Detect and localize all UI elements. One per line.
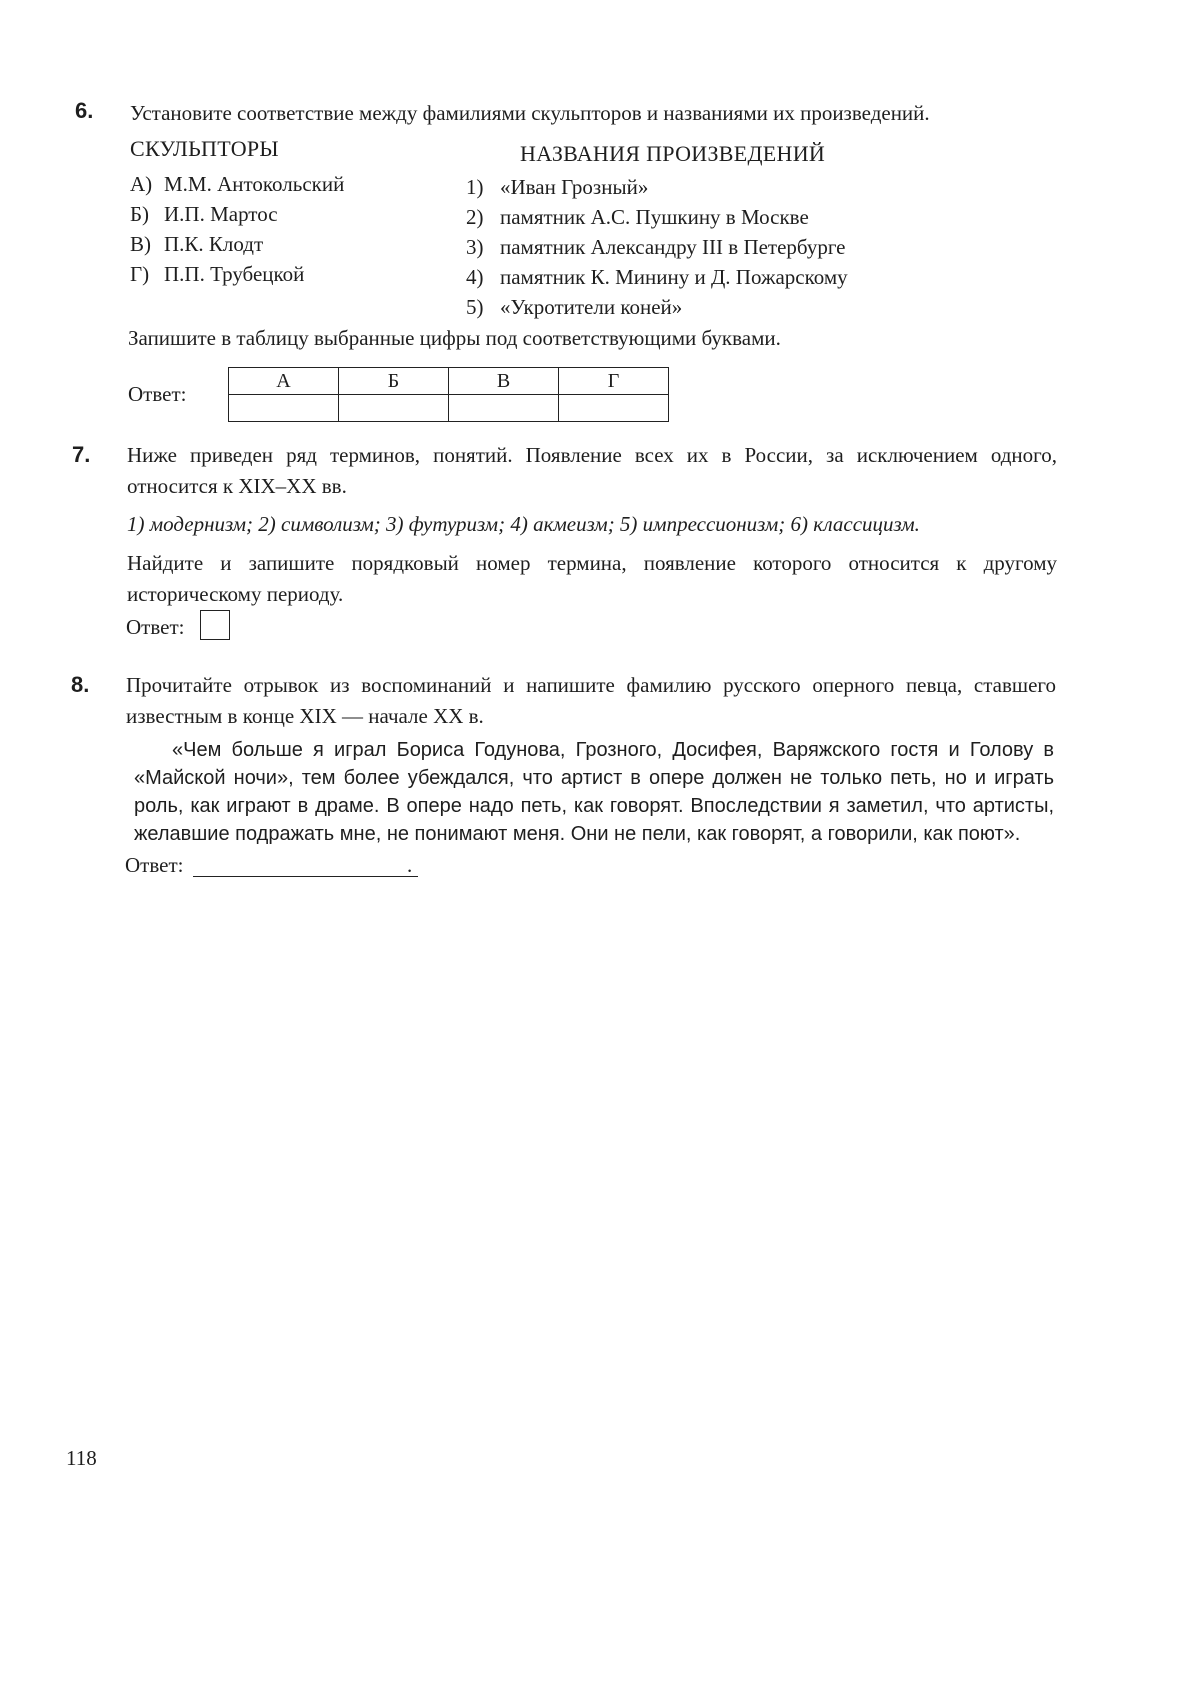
sculptor-item: Г) П.П. Трубецкой (130, 262, 305, 286)
question-6-answer-table (228, 367, 669, 422)
question-8-prompt: Прочитайте отрывок из воспоминаний и напишите фамилию русского оперного певца, ставшего известным в конце XIX — начале XX в. (126, 673, 1056, 728)
question-8-answer-end: . (407, 853, 413, 877)
question-7-number: 7. (72, 442, 91, 467)
question-8-answer-label: Ответ: (125, 853, 184, 877)
work-item: 4) памятник К. Минину и Д. Пожарскому (466, 265, 848, 289)
answer-header-g: Г (559, 368, 669, 395)
work-item: 5) «Укротители коней» (466, 295, 683, 319)
sculptors-header: СКУЛЬПТОРЫ (130, 136, 279, 161)
question-6-answer-label: Ответ: (128, 382, 187, 406)
question-7-terms: 1) модернизм; 2) символизм; 3) футуризм; 4) акмеизм; 5) импрессионизм; 6) классицизм. (127, 512, 920, 536)
question-7-instruction: Найдите и запишите порядковый номер термина, появление которого относится к другому историческому периоду. (127, 551, 1057, 606)
question-7-answer-box[interactable] (200, 610, 230, 640)
question-7-prompt: Ниже приведен ряд терминов, понятий. Появление всех их в России, за исключением одного, относится к XIX–XX вв. (127, 443, 1057, 498)
works-list (466, 172, 848, 322)
work-item: 1) «Иван Грозный» (466, 175, 649, 199)
sculptor-item: А) М.М. Антокольский (130, 172, 345, 196)
answer-header-a: А (229, 368, 339, 395)
answer-cell-g[interactable] (559, 395, 669, 422)
question-8-number: 8. (71, 672, 90, 697)
sculptors-list (130, 169, 344, 289)
page-number: 118 (66, 1446, 97, 1470)
works-header: НАЗВАНИЯ ПРОИЗВЕДЕНИЙ (520, 141, 826, 166)
work-item: 3) памятник Александру III в Петербурге (466, 235, 846, 259)
sculptor-item: В) П.К. Клодт (130, 232, 264, 256)
question-7-answer-label: Ответ: (126, 615, 185, 639)
question-8-answer-line[interactable] (193, 852, 418, 877)
answer-cell-a[interactable] (229, 395, 339, 422)
answer-cell-v[interactable] (449, 395, 559, 422)
question-6-number: 6. (75, 98, 94, 123)
question-6-instruction: Запишите в таблицу выбранные цифры под соответствующими буквами. (128, 326, 781, 350)
sculptor-item: Б) И.П. Мартос (130, 202, 278, 226)
question-8-quote: «Чем больше я играл Бориса Годунова, Грозного, Досифея, Варяжского гостя и Голову в «Майской ночи», тем более убеждался, что артист в опере должен не только петь, но и играть роль, как играют в драме. В опере надо петь, как говорят. Впоследствии я заметил, что артисты, желавшие подражать мне, не понимают меня. Они не пели, как говорят, а говорили, как поют». (134, 739, 1054, 845)
answer-cell-b[interactable] (339, 395, 449, 422)
answer-header-v: В (449, 368, 559, 395)
answer-header-b: Б (339, 368, 449, 395)
work-item: 2) памятник А.С. Пушкину в Москве (466, 205, 809, 229)
question-6-prompt: Установите соответствие между фамилиями скульпторов и названиями их произведений. (130, 101, 930, 125)
